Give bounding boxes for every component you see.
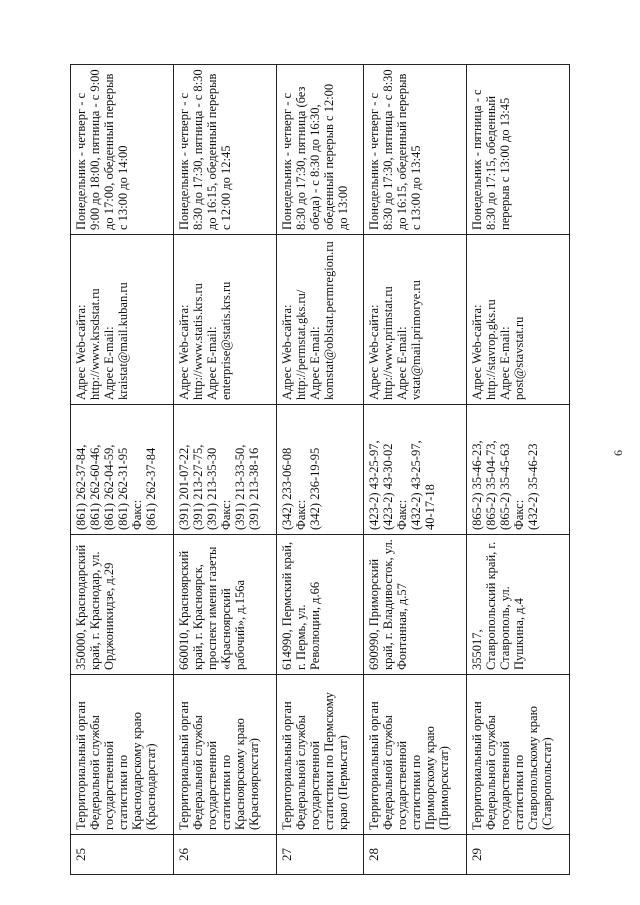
- organization-name: Территориальный орган Федеральной службы государственной статистики по Приморскому краю (Приморскстат): [364, 675, 467, 835]
- row-number: 26: [173, 835, 276, 875]
- phone-numbers: (861) 262-37-84, (861) 262-60-46, (861) 262-04-59, (861) 262-31-95 Факс: (861) 262-37-84: [71, 405, 174, 535]
- postal-address: 350000, Краснодарский край, г. Краснодар, ул. Орджоникидзе, д.29: [71, 535, 174, 675]
- table-row: [466, 65, 569, 875]
- phone-numbers: (342) 233-06-08 Факс: (342) 236-19-95: [276, 405, 363, 535]
- rotated-table-wrapper: [70, 65, 570, 875]
- row-number: 25: [71, 835, 174, 875]
- working-hours: Понедельник - четверг - с 8:30 до 17:30, пятница - с 8:30 до 16:15, обеденный перерыв с 13:00 до 13:45: [364, 65, 467, 235]
- table-row: [364, 65, 467, 875]
- phone-numbers: (423-2) 43-25-97, (423-2) 43-30-02 Факс: (432-2) 43-25-97, 40-17-18: [364, 405, 467, 535]
- row-number: 27: [276, 835, 363, 875]
- phone-numbers: (865-2) 35-46-23, (865-2) 35-04-73, (865-2) 35-45-63 Факс: (432-2) 35-46-23: [466, 405, 569, 535]
- web-and-email: Адрес Web-сайта: http://www.statis.krs.ru Адрес E-mail: enterprise@statis.krs.ru: [173, 235, 276, 405]
- statistics-offices-table: [70, 64, 570, 875]
- row-number: 28: [364, 835, 467, 875]
- web-and-email: Адрес Web-сайта: http://www.primstat.ru Адрес E-mail: vstat@mail.primorye.ru: [364, 235, 467, 405]
- web-and-email: Адрес Web-сайта: http://www.krsdstat.ru Адрес E-mail: kraistat@mail.kuban.ru: [71, 235, 174, 405]
- postal-address: 660010, Красноярский край, г. Красноярск, проспект имени газеты «Красноярский рабочий», д.156а: [173, 535, 276, 675]
- postal-address: 690990, Приморский край, г. Владивосток, ул. Фонтанная, д.57: [364, 535, 467, 675]
- working-hours: Понедельник - четверг - с 8:30 до 17:30, пятница - с 8:30 до 16:15, обеденный перерыв с 12:00 до 12:45: [173, 65, 276, 235]
- web-and-email: Адрес Web-сайта: http://permstat.gks.ru/ Адрес E-mail: komstat@oblstat.permregion.ru: [276, 235, 363, 405]
- postal-address: 614990, Пермский край, г. Пермь, ул. Революции, д.66: [276, 535, 363, 675]
- phone-numbers: (391) 201-07-22, (391) 213-27-75, (391) 213-35-30 Факс: (391) 213-33-50, (391) 213-38-16: [173, 405, 276, 535]
- postal-address: 355017, Ставропольский край, г. Ставрополь, ул. Пушкина, д.4: [466, 535, 569, 675]
- organization-name: Территориальный орган Федеральной службы государственной статистики по Ставропольскому краю (Ставропольстат): [466, 675, 569, 835]
- web-and-email: Адрес Web-сайта: http://stavrop.gks.ru Адрес E-mail: post@stavstat.ru: [466, 235, 569, 405]
- organization-name: Территориальный орган Федеральной службы государственной статистики по Красноярскому краю (Красноярскстат): [173, 675, 276, 835]
- page-number: 6: [611, 450, 625, 456]
- working-hours: Понедельник - пятница - с 8:30 до 17:15, обеденный перерыв с 13:00 до 13:45: [466, 65, 569, 235]
- table-row: [71, 65, 174, 875]
- working-hours: Понедельник - четверг - с 8:30 до 17:30, пятница (без обеда) - с 8:30 до 16:30, обеденный перерыв с 12:00 до 13:00: [276, 65, 363, 235]
- table-row: [276, 65, 363, 875]
- working-hours: Понедельник - четверг - с 9:00 до 18:00, пятница - с 9:00 до 17:00, обеденный перерыв с 13:00 до 14:00: [71, 65, 174, 235]
- table-row: [173, 65, 276, 875]
- row-number: 29: [466, 835, 569, 875]
- organization-name: Территориальный орган Федеральной службы государственной статистики по Пермскому краю (Пермьстат): [276, 675, 363, 835]
- organization-name: Территориальный орган Федеральной службы государственной статистики по Краснодарскому краю (Краснодарстат): [71, 675, 174, 835]
